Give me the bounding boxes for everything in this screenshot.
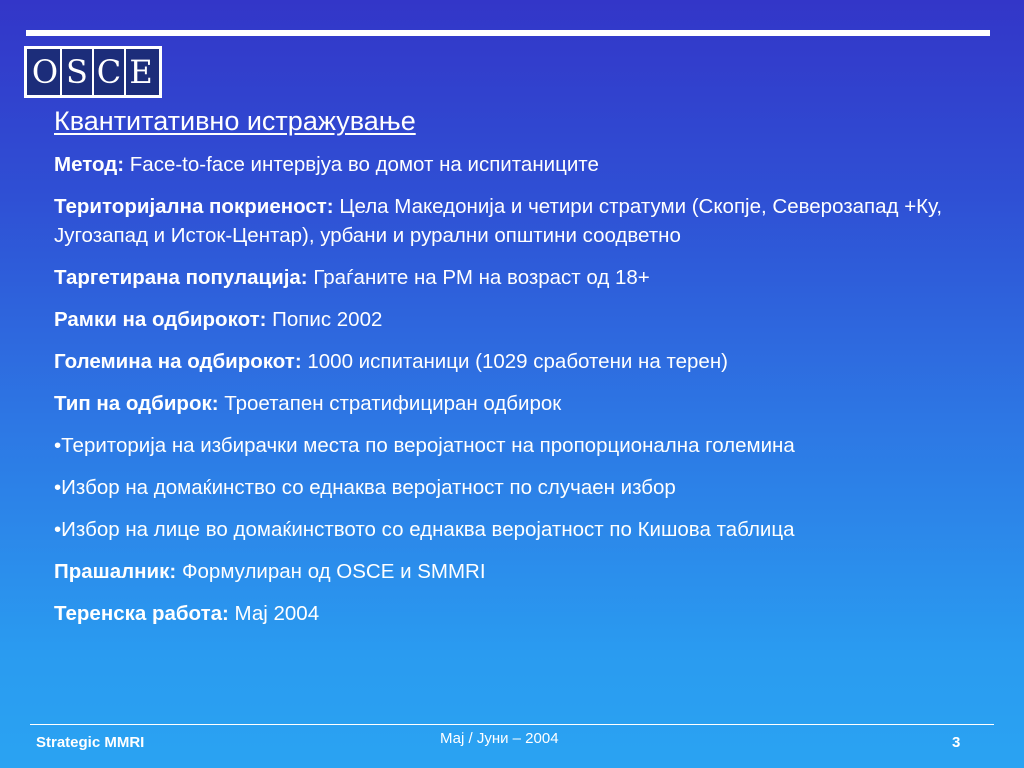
logo-letter-c: C [94,49,126,95]
footer-divider [30,724,994,725]
osce-logo [24,46,162,98]
item-label: Прашалник: [54,560,177,583]
bullet-respondent-selection [54,515,994,544]
item-label: Тип на одбирок: [54,392,219,415]
footer-date: Мај / Јуни – 2004 [440,730,559,747]
bullet-polling-stations [54,431,994,460]
item-text: Face-to-face интервјуа во домот на испитаниците [124,153,599,176]
item-text: Мај 2004 [228,602,320,625]
item-text: •Избор на домаќинство со еднаква веројатност по случаен избор [54,476,676,499]
logo-letter-e: E [129,53,153,91]
item-territorial-coverage [54,192,994,250]
page-number: 3 [952,734,961,751]
osce-logo-panel [27,49,159,95]
item-text: Попис 2002 [266,308,383,331]
top-divider [26,30,990,36]
item-target-population [54,263,994,292]
item-text: •Избор на лице во домаќинството со еднаква веројатност по Кишова таблица [54,518,795,541]
item-label: Теренска работа: [54,602,229,625]
item-questionnaire [54,557,994,586]
footer-company: Strategic MMRI [36,734,145,751]
bullet-household-selection [54,473,994,502]
item-sample-frame [54,305,994,334]
logo-letter-o: O [30,49,62,95]
item-text: Формулиран од OSCE и SMMRI [176,560,486,583]
item-sample-type [54,389,994,418]
item-fieldwork [54,599,994,628]
item-text: Цела Македонија и четири стратуми (Скопје, Северозапад +Ку, Југозапад и Исток-Центар), урбани и рурални општини соодветно [54,195,943,247]
logo-letter-s: S [62,49,94,95]
slide-content [54,104,994,641]
item-text: Троетапен стратифициран одбирок [218,392,562,415]
item-sample-size [54,347,994,376]
item-text: Граѓаните на РМ на возраст од 18+ [307,266,650,289]
item-label: Големина на одбирокот: [54,350,302,373]
item-text: 1000 испитаници (1029 сработени на терен) [301,350,728,373]
item-text: •Територија на избирачки места по веројатност на пропорционална големина [54,434,795,457]
slide-title: Квантитативно истражување [54,106,416,136]
item-label: Рамки на одбирокот: [54,308,267,331]
item-label: Територијална покриеност: [54,195,334,218]
item-method [54,150,994,179]
item-label: Метод: [54,153,125,176]
item-label: Таргетирана популација: [54,266,308,289]
